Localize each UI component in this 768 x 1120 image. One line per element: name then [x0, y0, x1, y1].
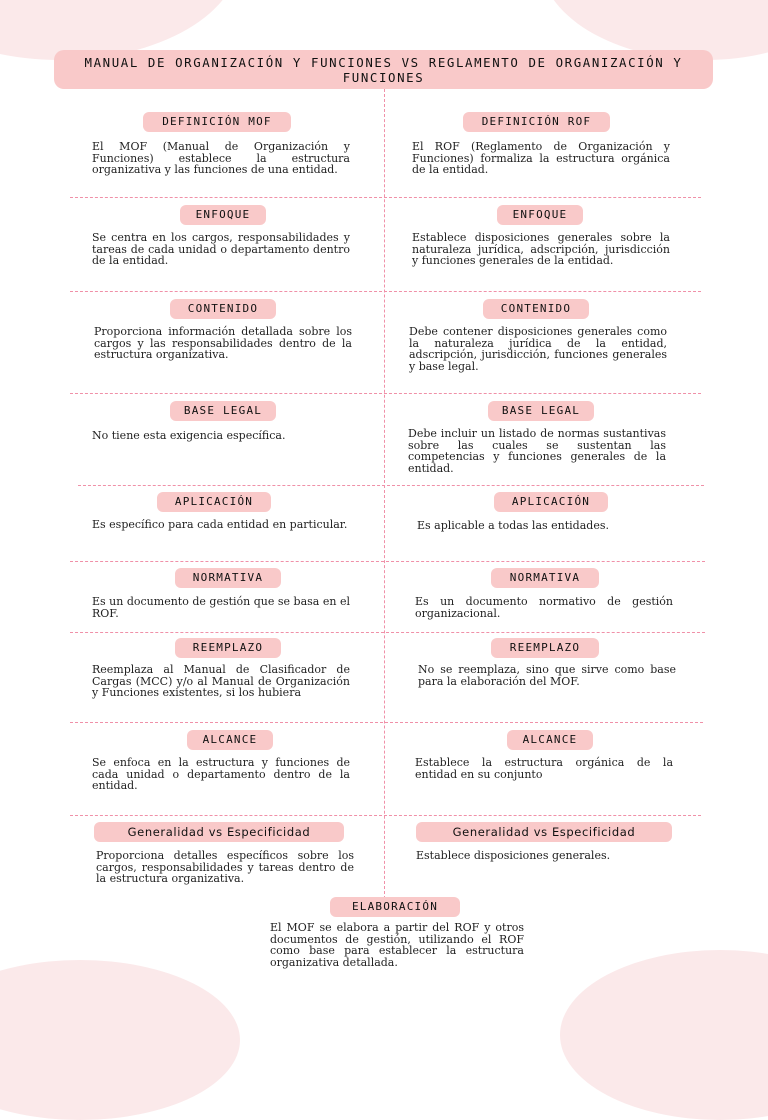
- row-divider: [70, 632, 705, 633]
- row-divider: [70, 291, 701, 292]
- mof-reemplazo-text: Reemplaza al Manual de Clasificador de Cargas (MCC) y/o al Manual de Organización y Funciones existentes, si los hubiera: [92, 663, 350, 699]
- label-reemplazo-rof: REEMPLAZO: [491, 638, 599, 658]
- label-alcance-rof: ALCANCE: [507, 730, 593, 750]
- elaboracion-text: El MOF se elabora a partir del ROF y otros documentos de gestión, utilizando el ROF como base para establecer la estructura organizativa detallada.: [270, 921, 524, 969]
- mof-aplicacion-text: Es específico para cada entidad en particular.: [92, 518, 348, 531]
- label-definicion-mof: DEFINICIÓN MOF: [143, 112, 291, 132]
- center-divider: [384, 89, 385, 909]
- rof-enfoque-text: Establece disposiciones generales sobre la naturaleza jurídica, adscripción, jurisdicción y funciones generales de la entidad.: [412, 231, 670, 267]
- rof-reemplazo-text: No se reemplaza, sino que sirve como base para la elaboración del MOF.: [418, 663, 676, 688]
- label-enfoque-mof: ENFOQUE: [180, 205, 266, 225]
- row-divider: [70, 561, 705, 562]
- label-contenido-rof: CONTENIDO: [483, 299, 589, 319]
- label-generalidad-rof: Generalidad vs Especificidad: [416, 822, 672, 842]
- mof-enfoque-text: Se centra en los cargos, responsabilidades y tareas de cada unidad o departamento dentro de la entidad.: [92, 231, 350, 267]
- label-enfoque-rof: ENFOQUE: [497, 205, 583, 225]
- label-generalidad-mof: Generalidad vs Especificidad: [94, 822, 344, 842]
- background-blob-bottom-left: [0, 960, 240, 1120]
- rof-alcance-text: Establece la estructura orgánica de la entidad en su conjunto: [415, 756, 673, 781]
- page-title: MANUAL DE ORGANIZACIÓN Y FUNCIONES VS REGLAMENTO DE ORGANIZACIÓN Y FUNCIONES: [54, 50, 713, 89]
- label-aplicacion-mof: APLICACIÓN: [157, 492, 271, 512]
- mof-normativa-text: Es un documento de gestión que se basa en el ROF.: [92, 595, 350, 620]
- label-elaboracion: ELABORACIÓN: [330, 897, 460, 917]
- mof-generalidad-text: Proporciona detalles específicos sobre los cargos, responsabilidades y tareas dentro de la estructura organizativa.: [96, 849, 354, 885]
- label-reemplazo-mof: REEMPLAZO: [175, 638, 281, 658]
- rof-aplicacion-text: Es aplicable a todas las entidades.: [417, 519, 609, 532]
- label-aplicacion-rof: APLICACIÓN: [494, 492, 608, 512]
- rof-generalidad-text: Establece disposiciones generales.: [416, 849, 611, 862]
- label-alcance-mof: ALCANCE: [187, 730, 273, 750]
- label-base-legal-rof: BASE LEGAL: [488, 401, 594, 421]
- row-divider: [70, 815, 701, 816]
- label-normativa-rof: NORMATIVA: [491, 568, 599, 588]
- rof-definicion-text: El ROF (Reglamento de Organización y Funciones) formaliza la estructura orgánica de la entidad.: [412, 140, 670, 176]
- mof-definicion-text: El MOF (Manual de Organización y Funciones) establece la estructura organizativa y las funciones de una entidad.: [92, 140, 350, 176]
- label-contenido-mof: CONTENIDO: [170, 299, 276, 319]
- rof-base-legal-text: Debe incluir un listado de normas sustantivas sobre las cuales se sustentan las competencias y funciones generales de la entidad.: [408, 427, 666, 475]
- rof-normativa-text: Es un documento normativo de gestión organizacional.: [415, 595, 673, 620]
- mof-base-legal-text: No tiene esta exigencia específica.: [92, 429, 286, 442]
- row-divider: [70, 393, 701, 394]
- label-definicion-rof: DEFINICIÓN ROF: [463, 112, 610, 132]
- row-divider: [70, 722, 703, 723]
- row-divider: [70, 197, 701, 198]
- row-divider: [78, 485, 704, 486]
- label-normativa-mof: NORMATIVA: [175, 568, 281, 588]
- label-base-legal-mof: BASE LEGAL: [170, 401, 276, 421]
- background-blob-bottom-right: [560, 950, 768, 1120]
- mof-contenido-text: Proporciona información detallada sobre los cargos y las responsabilidades dentro de la estructura organizativa.: [94, 325, 352, 361]
- mof-alcance-text: Se enfoca en la estructura y funciones de cada unidad o departamento dentro de la entidad.: [92, 756, 350, 792]
- rof-contenido-text: Debe contener disposiciones generales como la naturaleza jurídica de la entidad, adscripción, jurisdicción, funciones generales y base legal.: [409, 325, 667, 373]
